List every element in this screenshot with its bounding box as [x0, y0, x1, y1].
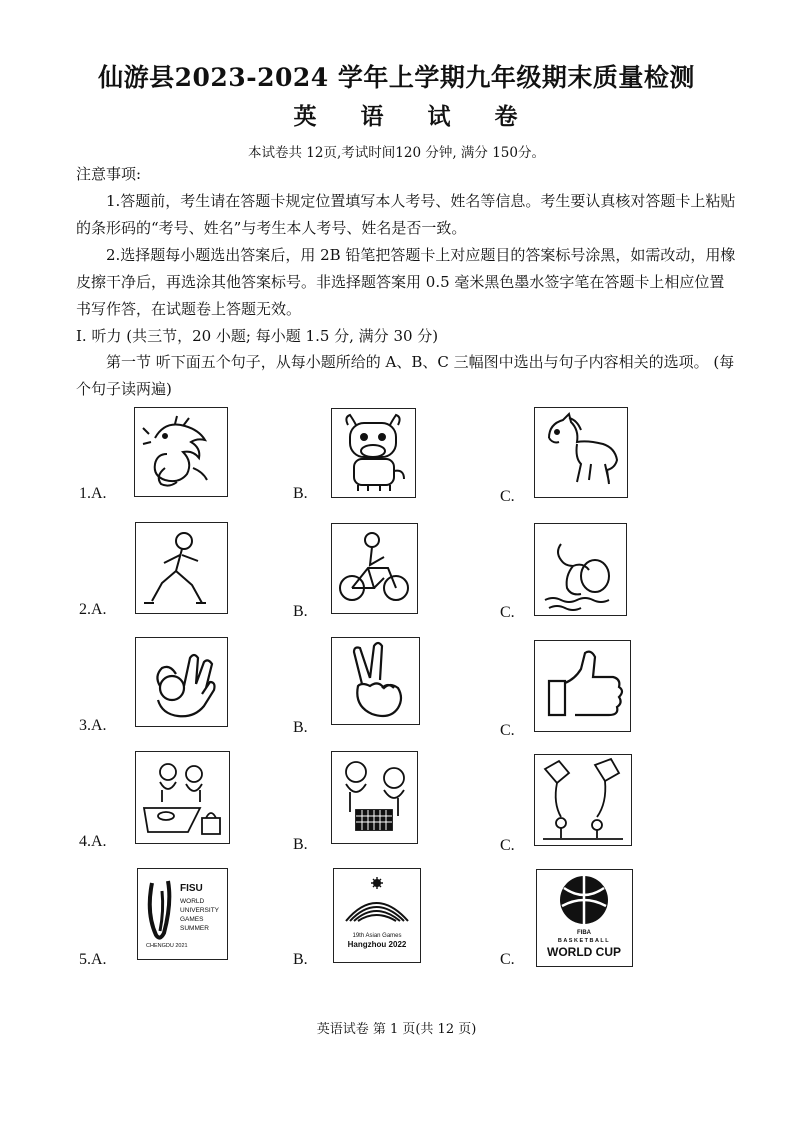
kite-flying-icon[interactable] [534, 754, 632, 846]
option-label: 1.A. [79, 485, 107, 502]
fiba-wc-text: WORLD CUP [547, 945, 621, 959]
option-label: 3.A. [79, 717, 107, 734]
asian-games-logo[interactable] [333, 868, 421, 963]
fisu-line: UNIVERSITY [180, 907, 220, 914]
fisu-line: FISU [180, 883, 203, 894]
walking-icon[interactable] [135, 522, 228, 614]
notice-item-2: 2.选择题每小题选出答案后，用 2B 铅笔把答题卡上对应题目的答案标号涂黑，如需改动，用橡皮擦干净后，再选涂其他答案标号。非选择题答案用 0.5 毫米黑色墨水签字笔在答题卡上相应位置书写作答，在试题卷上答题无效。 [76, 246, 736, 318]
option-label: B. [293, 836, 308, 853]
fisu-line: WORLD [180, 898, 205, 905]
option-label: 4.A. [79, 833, 107, 850]
option-label: C. [500, 604, 515, 621]
option-label: 2.A. [79, 601, 107, 618]
ok-hand-icon[interactable] [135, 637, 228, 727]
chess-icon[interactable] [331, 751, 418, 844]
thumbs-up-icon[interactable] [534, 640, 631, 732]
chengdu-text: CHENGDU 2021 [146, 943, 188, 949]
picnic-icon[interactable] [135, 751, 230, 844]
dragon-icon[interactable] [134, 407, 228, 497]
option-label: C. [500, 722, 515, 739]
page-footer: 英语试卷 第 1 页(共 12 页) [316, 1022, 477, 1037]
universiade-logo[interactable] [137, 868, 228, 960]
victory-hand-icon[interactable] [331, 637, 420, 725]
exam-info: 本试卷共 12页,考试时间120 分钟, 满分 150分。 [248, 145, 545, 161]
asian-games-line: Hangzhou 2022 [347, 940, 407, 949]
fisu-line: SUMMER [180, 925, 209, 932]
section-heading: I. 听力 (共三节，20 小题; 每小题 1.5 分, 满分 30 分) [76, 327, 439, 345]
ox-icon[interactable] [331, 408, 416, 498]
option-label: B. [293, 719, 308, 736]
fiba-world-cup-logo[interactable] [536, 869, 633, 967]
option-label: B. [293, 951, 308, 968]
option-label: B. [293, 485, 308, 502]
notice-item-1: 1.答题前，考生请在答题卡规定位置填写本人考号、姓名等信息。考生要认真核对答题卡上粘贴的条形码的“考号、姓名”与考生本人考号、姓名是否一致。 [76, 192, 736, 237]
exam-subtitle: 英 语 试 卷 [293, 103, 536, 130]
fiba-basketball-text: BASKETBALL [557, 938, 611, 944]
fisu-line: GAMES [180, 916, 204, 923]
exam-title: 仙游县2023-2024 学年上学期九年级期末质量检测 [98, 63, 695, 92]
asian-games-line: 19th Asian Games [352, 933, 402, 939]
option-label: C. [500, 837, 515, 854]
option-label: C. [500, 488, 515, 505]
swimming-icon[interactable] [534, 523, 627, 616]
part1-instructions: 第一节 听下面五个句子，从每小题所给的 A、B、C 三幅图中选出与句子内容相关的选项。 (每个句子读两遍) [76, 353, 735, 398]
option-label: B. [293, 603, 308, 620]
option-label: 5.A. [79, 951, 107, 968]
horse-icon[interactable] [534, 407, 628, 498]
option-label: C. [500, 951, 515, 968]
notice-heading: 注意事项: [76, 165, 142, 183]
cycling-icon[interactable] [331, 523, 418, 614]
fiba-small-text: FIBA [577, 930, 591, 936]
